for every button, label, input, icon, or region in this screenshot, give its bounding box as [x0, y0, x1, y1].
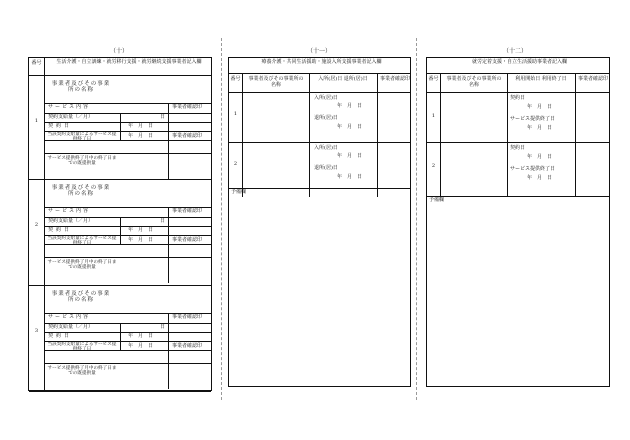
grid-line: [44, 363, 211, 364]
grid-line: [168, 313, 169, 389]
grid-line: [44, 153, 211, 154]
amount-label: 契約支給量（／月）: [48, 218, 94, 224]
contract-date-label: 契約日: [510, 95, 526, 101]
amount-unit: 日: [160, 114, 166, 120]
entry-number: 2: [34, 222, 39, 228]
contract-date-label: 契約日: [48, 333, 73, 339]
service-label: サービス内容: [48, 314, 91, 320]
grid-line: [168, 103, 169, 179]
service-end-label: サービス提供終了日: [510, 116, 556, 122]
contract-date-value: 年 月 日: [527, 104, 553, 110]
service-end-label: 当該契約支給量によるサービス提供終了日: [47, 342, 117, 353]
panel-12-remarks-label: 予備欄: [429, 197, 445, 203]
grid-line: [120, 217, 121, 244]
grid-line: [168, 207, 169, 283]
confirm-stamp-label-2: 事業者確認印: [172, 237, 203, 243]
provider-label: 事業者及びその事業所の名称: [51, 81, 111, 94]
service-end-value: 年 月 日: [527, 125, 553, 131]
panel-12-col-confirm: 事業者確認印: [578, 76, 609, 82]
service-end-label: サービス提供終了日: [510, 166, 556, 172]
service-end-value: 年 月 日: [128, 343, 154, 349]
service-label: サービス内容: [48, 208, 91, 214]
panel-12-title: （十二）: [502, 48, 527, 55]
panel-10-col-no: 番号: [31, 60, 42, 66]
panel-11-remarks-label: 予備欄: [231, 189, 247, 195]
entry-number: 1: [233, 111, 238, 117]
contract-date-value: 年 月 日: [128, 227, 154, 233]
move-out-label: 退所(居)日: [314, 115, 338, 121]
grid-line: [120, 323, 121, 350]
panel-11-col-dates: 入所(居)日 退所(居)日: [318, 76, 368, 82]
entry-number: 1: [431, 113, 436, 119]
provided-amount-label: サービス提供終了月中の終了日までの既提供量: [47, 260, 117, 271]
panel-10-title: （十）: [109, 48, 128, 55]
provider-label: 事業者及びその事業所の名称: [51, 291, 111, 304]
panel-12-col-no: 番号: [428, 76, 439, 82]
service-label: サービス内容: [48, 104, 91, 110]
panel-11-title: （十一）: [306, 48, 331, 55]
confirm-stamp-label-2: 事業者確認印: [172, 343, 203, 349]
service-end-value: 年 月 日: [128, 237, 154, 243]
confirm-stamp-label-2: 事業者確認印: [172, 133, 203, 139]
page-divider-left: [221, 38, 222, 400]
confirm-stamp-label: 事業者確認印: [172, 314, 203, 320]
panel-12-col-provider: 事業者及びその事業所の名称: [446, 76, 502, 88]
confirm-stamp-label: 事業者確認印: [172, 104, 203, 110]
panel-11-table: [228, 57, 411, 387]
grid-line: [120, 113, 121, 140]
entry-number: 3: [34, 328, 39, 334]
grid-line: [44, 257, 211, 258]
provided-amount-label: サービス提供終了月中の終了日までの既提供量: [47, 366, 117, 377]
confirm-stamp-label: 事業者確認印: [172, 208, 203, 214]
move-out-date: 年 月 日: [337, 174, 363, 180]
provider-label: 事業者及びその事業所の名称: [51, 185, 111, 198]
provided-amount-label: サービス提供終了月中の終了日までの既提供量: [47, 156, 117, 167]
move-in-date: 年 月 日: [337, 153, 363, 159]
panel-10-table: [28, 57, 212, 391]
move-out-label: 退所(居)日: [314, 165, 338, 171]
panel-11-col-no: 番号: [230, 76, 241, 82]
amount-label: 契約支給量（／月）: [48, 324, 94, 330]
panel-11-col-provider: 事業者及びその事業所の名称: [248, 76, 304, 88]
amount-label: 契約支給量（／月）: [48, 114, 94, 120]
amount-unit: 日: [160, 324, 166, 330]
contract-date-label: 契約日: [48, 227, 73, 233]
entry-number: 1: [34, 118, 39, 124]
contract-date-value: 年 月 日: [527, 154, 553, 160]
contract-date-label: 契約日: [510, 145, 526, 151]
contract-date-value: 年 月 日: [128, 123, 154, 129]
service-end-label: 当該契約支給量によるサービス提供終了日: [47, 236, 117, 247]
contract-date-value: 年 月 日: [128, 333, 154, 339]
entry-number: 2: [233, 161, 238, 167]
panel-11-col-confirm: 事業者確認印: [380, 76, 411, 82]
move-in-label: 入所(居)日: [314, 95, 338, 101]
page-divider-right: [416, 38, 417, 400]
move-in-label: 入所(居)日: [314, 145, 338, 151]
service-end-value: 年 月 日: [527, 175, 553, 181]
panel-12-table: [426, 57, 610, 387]
amount-unit: 日: [160, 218, 166, 224]
panel-12-header: 就労定着支援・自立生活援助事業者記入欄: [471, 59, 567, 65]
panel-12-col-dates: 利用開始日 利用終了日: [515, 76, 567, 82]
service-end-value: 年 月 日: [128, 133, 154, 139]
service-end-label: 当該契約支給量によるサービス提供終了日: [47, 132, 117, 143]
panel-11-header: 療養介護・共同生活援助・施設入所支援事業者記入欄: [261, 59, 382, 65]
entry-number: 2: [431, 163, 436, 169]
panel-10-header: 生活介護・自立訓練・就労移行支援・就労継続支援事業者記入欄: [56, 59, 202, 65]
move-out-date: 年 月 日: [337, 124, 363, 130]
move-in-date: 年 月 日: [337, 103, 363, 109]
contract-date-label: 契約日: [48, 123, 73, 129]
